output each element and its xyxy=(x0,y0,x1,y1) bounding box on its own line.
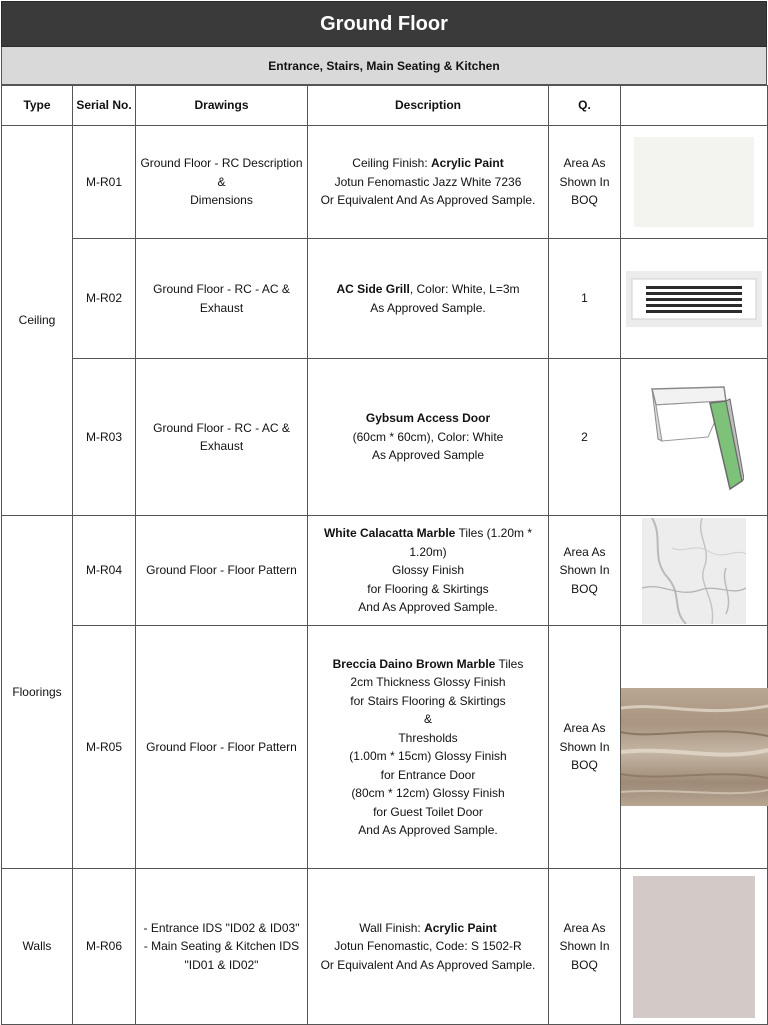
quantity-line: BOQ xyxy=(571,193,598,208)
quantity-cell xyxy=(549,516,621,626)
quantity-line: BOQ xyxy=(571,758,598,773)
description-text: Tiles xyxy=(495,656,524,671)
drawing-line: Ground Floor - RC - AC & Exhaust xyxy=(153,282,290,315)
sample-cell xyxy=(621,516,768,626)
serial-cell: M-R05 xyxy=(73,626,136,869)
sample-cell xyxy=(621,869,768,1025)
access-door-image xyxy=(644,381,744,493)
table-row xyxy=(2,626,768,869)
description-bold-text: Gybsum Access Door xyxy=(365,411,491,426)
description-line: As Approved Sample. xyxy=(370,300,486,315)
description-bold-text: Breccia Daino Brown Marble xyxy=(332,656,496,671)
type-label: Walls xyxy=(22,939,52,954)
finish-schedule-table xyxy=(1,85,768,1025)
description-cell xyxy=(308,239,549,359)
sample-cell xyxy=(621,239,768,359)
description-line: Or Equivalent And As Approved Sample. xyxy=(320,957,536,972)
quantity-line: Shown In xyxy=(559,563,610,578)
description-line: (60cm * 60cm), Color: White xyxy=(352,429,504,444)
description-text: , Color: White, L=3m xyxy=(409,282,520,296)
description-line: (1.00m * 15cm) Glossy Finish xyxy=(349,749,507,763)
type-cell-ceiling xyxy=(2,126,73,516)
drawings-cell xyxy=(136,869,308,1025)
table-row xyxy=(2,239,768,359)
quantity-cell xyxy=(549,126,621,239)
drawing-line: Ground Floor - RC Description & xyxy=(140,156,303,189)
column-header-sample xyxy=(621,86,768,126)
description-line xyxy=(308,524,548,561)
description-line: Thresholds xyxy=(398,730,458,745)
sample-cell xyxy=(621,126,768,239)
type-cell-walls xyxy=(2,869,73,1025)
description-cell xyxy=(308,869,549,1025)
drawings-cell xyxy=(136,516,308,626)
description-cell xyxy=(308,126,549,239)
description-line: for Stairs Flooring & Skirtings xyxy=(350,693,506,708)
drawings-cell xyxy=(136,126,308,239)
table-row xyxy=(2,869,768,1025)
description-cell xyxy=(308,626,549,869)
description-line xyxy=(308,154,548,173)
description-line: (80cm * 12cm) Glossy Finish xyxy=(351,786,505,800)
description-line: & xyxy=(423,712,432,726)
description-line xyxy=(308,919,548,938)
description-bold-text: Acrylic Paint xyxy=(431,156,504,171)
description-cell xyxy=(308,359,549,516)
description-text: Wall Finish: xyxy=(359,920,425,935)
brown-marble-image xyxy=(621,688,768,806)
column-header-description: Description xyxy=(308,86,549,126)
wall-paint-swatch xyxy=(633,876,755,1018)
description-line: Glossy Finish xyxy=(391,563,465,578)
type-label: Floorings xyxy=(12,684,62,699)
description-bold-text: White Calacatta Marble xyxy=(323,526,456,541)
type-label: Ceiling xyxy=(18,313,56,328)
serial-cell: M-R06 xyxy=(73,869,136,1025)
description-text: Tiles (1.20m * 1.20m) xyxy=(409,526,533,559)
quantity-line: Shown In xyxy=(559,739,610,754)
description-line xyxy=(308,280,548,299)
serial-cell: M-R04 xyxy=(73,516,136,626)
drawing-line: Ground Floor - Floor Pattern xyxy=(146,563,297,578)
serial-cell: M-R01 xyxy=(73,126,136,239)
quantity-line: BOQ xyxy=(571,957,598,972)
column-header-serial: Serial No. xyxy=(73,86,136,126)
drawings-cell xyxy=(136,239,308,359)
quantity-line: 1 xyxy=(581,291,588,306)
column-header-type: Type xyxy=(2,86,73,126)
description-line: And As Approved Sample. xyxy=(358,823,498,837)
description-line: for Guest Toilet Door xyxy=(373,804,483,819)
description-line: Jotun Fenomastic, Code: S 1502-R xyxy=(334,939,522,954)
quantity-line: Area As xyxy=(563,156,606,171)
sample-cell xyxy=(621,626,768,869)
table-header-row xyxy=(2,86,768,126)
finish-schedule-page xyxy=(1,1,767,1023)
drawings-cell xyxy=(136,359,308,516)
ac-grill-image xyxy=(624,267,764,331)
quantity-line: Shown In xyxy=(559,939,610,954)
description-line: Jotun Fenomastic Jazz White 7236 xyxy=(334,174,522,189)
column-header-quantity: Q. xyxy=(549,86,621,126)
drawing-line: Ground Floor - RC - AC & Exhaust xyxy=(153,420,290,453)
quantity-line: 2 xyxy=(581,429,588,444)
calacatta-marble-image xyxy=(642,518,746,624)
quantity-cell xyxy=(549,239,621,359)
description-line: And As Approved Sample. xyxy=(358,600,498,615)
table-row xyxy=(2,126,768,239)
quantity-cell xyxy=(549,869,621,1025)
quantity-line: Shown In xyxy=(559,174,610,189)
description-bold-text: AC Side Grill xyxy=(336,282,410,296)
description-line: for Flooring & Skirtings xyxy=(367,581,489,596)
table-row xyxy=(2,516,768,626)
drawing-line: - Main Seating & Kitchen IDS xyxy=(143,939,300,954)
quantity-line: Area As xyxy=(563,920,606,935)
quantity-line: BOQ xyxy=(571,581,598,596)
quantity-line: Area As xyxy=(563,721,606,736)
drawing-line: Dimensions xyxy=(190,193,253,208)
quantity-cell xyxy=(549,359,621,516)
drawing-line: Ground Floor - Floor Pattern xyxy=(146,739,297,754)
type-cell-floorings xyxy=(2,516,73,869)
description-line: 2cm Thickness Glossy Finish xyxy=(350,675,506,689)
page-title: Ground Floor xyxy=(1,1,767,47)
quantity-cell xyxy=(549,626,621,869)
description-line xyxy=(308,655,548,674)
column-header-drawings: Drawings xyxy=(136,86,308,126)
description-line: Or Equivalent And As Approved Sample. xyxy=(320,193,536,208)
description-line: As Approved Sample xyxy=(371,448,485,463)
description-line: for Entrance Door xyxy=(380,767,476,782)
drawing-line: - Entrance IDS "ID02 & ID03" xyxy=(143,920,300,935)
white-paint-swatch xyxy=(634,137,754,227)
description-text: Ceiling Finish: xyxy=(352,156,431,171)
sample-cell xyxy=(621,359,768,516)
description-line xyxy=(308,409,548,428)
page-subtitle: Entrance, Stairs, Main Seating & Kitchen xyxy=(1,47,767,85)
drawings-cell xyxy=(136,626,308,869)
description-bold-text: Acrylic Paint xyxy=(424,920,497,935)
description-cell xyxy=(308,516,549,626)
drawing-line: "ID01 & ID02" xyxy=(184,957,259,972)
serial-cell: M-R02 xyxy=(73,239,136,359)
serial-cell: M-R03 xyxy=(73,359,136,516)
table-row xyxy=(2,359,768,516)
quantity-line: Area As xyxy=(563,544,606,559)
